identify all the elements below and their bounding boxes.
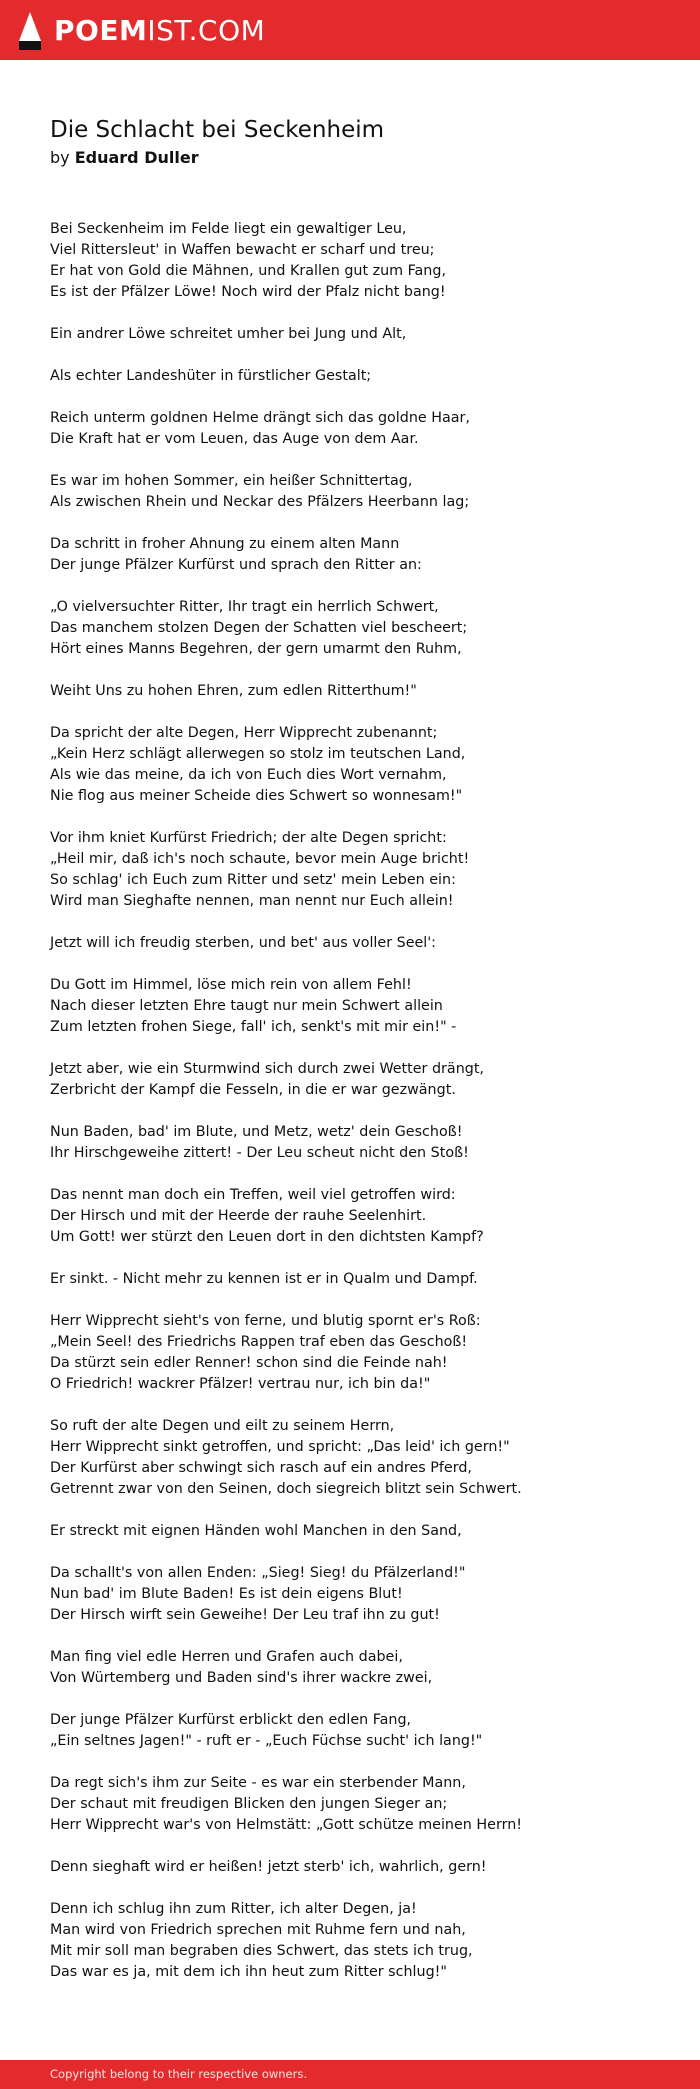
poem-line: Er streckt mit eignen Händen wohl Manchen in den Sand, <box>50 1523 462 1539</box>
poem-line: Mit mir soll man begraben dies Schwert, das stets ich trug, <box>50 1943 473 1959</box>
site-logo-link[interactable] <box>18 11 265 51</box>
poem-line: Getrennt zwar von den Seinen, doch siegreich blitzt sein Schwert. <box>50 1481 522 1497</box>
poem-line: Viel Rittersleut' in Waffen bewacht er scharf und treu; <box>50 242 435 258</box>
poem-line: Herr Wipprecht sinkt getroffen, und spricht: „Das leid' ich gern!" <box>50 1439 510 1455</box>
poem-line: Das nennt man doch ein Treffen, weil viel getroffen wird: <box>50 1187 456 1203</box>
poem-stanza <box>50 681 680 702</box>
poem-line: Er hat von Gold die Mähnen, und Krallen gut zum Fang, <box>50 263 446 279</box>
poem-line: „Ein seltnes Jagen!" - ruft er - „Euch Füchse sucht' ich lang!" <box>50 1733 483 1749</box>
poem-stanza <box>50 1521 680 1542</box>
poem-line: Der junge Pfälzer Kurfürst erblickt den edlen Fang, <box>50 1712 412 1728</box>
poem-line: Es ist der Pfälzer Löwe! Noch wird der Pfalz nicht bang! <box>50 284 446 300</box>
poem-line: Als wie das meine, da ich von Euch dies Wort vernahm, <box>50 767 447 783</box>
poem-line: Wird man Sieghafte nennen, man nennt nur Euch allein! <box>50 893 454 909</box>
poem-line: Da schritt in froher Ahnung zu einem alten Mann <box>50 536 400 552</box>
poem-line: Das manchem stolzen Degen der Schatten viel bescheert; <box>50 620 468 636</box>
poem-stanza <box>50 1647 680 1689</box>
by-label: by <box>50 148 70 167</box>
poem-stanza <box>50 408 680 450</box>
poem-line: Zerbricht der Kampf die Fesseln, in die er war gezwängt. <box>50 1082 456 1098</box>
poem-byline <box>50 147 670 169</box>
logo-text-bold: POEM <box>54 14 148 47</box>
poem-line: Von Würtemberg und Baden sind's ihrer wackre zwei, <box>50 1670 433 1686</box>
poem-line: So ruft der alte Degen und eilt zu seinem Herrn, <box>50 1418 395 1434</box>
poem-line: Herr Wipprecht sieht's von ferne, und blutig spornt er's Roß: <box>50 1313 481 1329</box>
poem-line: Der Kurfürst aber schwingt sich rasch auf ein andres Pferd, <box>50 1460 472 1476</box>
poem-line: Da spricht der alte Degen, Herr Wipprecht zubenannt; <box>50 725 438 741</box>
poem-line: So schlag' ich Euch zum Ritter und setz' mein Leben ein: <box>50 872 456 888</box>
poem-line: Der schaut mit freudigen Blicken den jungen Sieger an; <box>50 1796 448 1812</box>
poem-line: Herr Wipprecht war's von Helmstätt: „Gott schütze meinen Herrn! <box>50 1817 522 1833</box>
poem-stanza <box>50 324 680 345</box>
poem-line: Denn sieghaft wird er heißen! jetzt sterb' ich, wahrlich, gern! <box>50 1859 487 1875</box>
poem-stanza <box>50 723 680 807</box>
poem-heading <box>50 113 670 169</box>
poem-line: Du Gott im Himmel, löse mich rein von allem Fehl! <box>50 977 412 993</box>
logo-text <box>54 11 265 51</box>
poem-line: Da schallt's von allen Enden: „Sieg! Sieg! du Pfälzerland!" <box>50 1565 466 1581</box>
poem-line: Weiht Uns zu hohen Ehren, zum edlen Ritterthum!" <box>50 683 417 699</box>
poem-stanza <box>50 1311 680 1395</box>
poem-line: Das war es ja, mit dem ich ihn heut zum Ritter schlug!" <box>50 1964 447 1980</box>
poem-body <box>50 219 680 2004</box>
poem-stanza <box>50 1773 680 1836</box>
logo-text-light: IST.COM <box>147 14 266 47</box>
poem-line: Reich unterm goldnen Helme drängt sich das goldne Haar, <box>50 410 470 426</box>
poem-line: Der Hirsch und mit der Heerde der rauhe Seelenhirt. <box>50 1208 427 1224</box>
poem-line: Hört eines Manns Begehren, der gern umarmt den Ruhm, <box>50 641 462 657</box>
poem-stanza <box>50 366 680 387</box>
poem-stanza <box>50 1710 680 1752</box>
poem-stanza <box>50 975 680 1038</box>
poem-line: Nun Baden, bad' im Blute, und Metz, wetz' dein Geschoß! <box>50 1124 463 1140</box>
poem-line: Die Kraft hat er vom Leuen, das Auge von dem Aar. <box>50 431 419 447</box>
site-header <box>0 0 700 60</box>
author-link[interactable]: Eduard Duller <box>74 148 199 167</box>
poem-line: Vor ihm kniet Kurfürst Friedrich; der alte Degen spricht: <box>50 830 447 846</box>
poem-stanza <box>50 471 680 513</box>
poem-stanza <box>50 1122 680 1164</box>
poem-line: Denn ich schlug ihn zum Ritter, ich alter Degen, ja! <box>50 1901 417 1917</box>
copyright-text: Copyright belong to their respective owners. <box>50 2067 308 2081</box>
poem-line: Ein andrer Löwe schreitet umher bei Jung und Alt, <box>50 326 407 342</box>
poem-line: Da regt sich's ihm zur Seite - es war ein sterbender Mann, <box>50 1775 466 1791</box>
poem-line: „Heil mir, daß ich's noch schaute, bevor mein Auge bricht! <box>50 851 470 867</box>
poem-stanza <box>50 597 680 660</box>
poem-stanza <box>50 1185 680 1248</box>
poem-line: Man fing viel edle Herren und Grafen auch dabei, <box>50 1649 403 1665</box>
poem-title: Die Schlacht bei Seckenheim <box>50 117 385 143</box>
poem-stanza <box>50 933 680 954</box>
poem-line: „O vielversuchter Ritter, Ihr tragt ein herrlich Schwert, <box>50 599 439 615</box>
poem-stanza <box>50 1269 680 1290</box>
poem-stanza <box>50 1899 680 1983</box>
poem-line: Als zwischen Rhein und Neckar des Pfälzers Heerbann lag; <box>50 494 470 510</box>
site-footer <box>0 2060 700 2089</box>
poem-line: Es war im hohen Sommer, ein heißer Schnittertag, <box>50 473 413 489</box>
poem-line: Da stürzt sein edler Renner! schon sind die Feinde nah! <box>50 1355 448 1371</box>
poem-line: Jetzt will ich freudig sterben, und bet' aus voller Seel': <box>50 935 437 951</box>
poem-line: Man wird von Friedrich sprechen mit Ruhme fern und nah, <box>50 1922 466 1938</box>
poem-line: „Mein Seel! des Friedrichs Rappen traf eben das Geschoß! <box>50 1334 468 1350</box>
poem-stanza <box>50 219 680 303</box>
pencil-icon <box>18 11 42 51</box>
poem-line: O Friedrich! wackrer Pfälzer! vertrau nur, ich bin da!" <box>50 1376 431 1392</box>
poem-stanza <box>50 1059 680 1101</box>
poem-line: Bei Seckenheim im Felde liegt ein gewaltiger Leu, <box>50 221 407 237</box>
poem-line: Als echter Landeshüter in fürstlicher Gestalt; <box>50 368 372 384</box>
poem-line: Der junge Pfälzer Kurfürst und sprach den Ritter an: <box>50 557 422 573</box>
poem-stanza <box>50 828 680 912</box>
poem-stanza <box>50 1857 680 1878</box>
poem-line: Der Hirsch wirft sein Geweihe! Der Leu traf ihn zu gut! <box>50 1607 440 1623</box>
poem-line: Zum letzten frohen Siege, fall' ich, senkt's mit mir ein!" - <box>50 1019 457 1035</box>
poem-stanza <box>50 534 680 576</box>
poem-line: Ihr Hirschgeweihe zittert! - Der Leu scheut nicht den Stoß! <box>50 1145 469 1161</box>
poem-stanza <box>50 1416 680 1500</box>
poem-line: Jetzt aber, wie ein Sturmwind sich durch zwei Wetter drängt, <box>50 1061 484 1077</box>
poem-line: Nach dieser letzten Ehre taugt nur mein Schwert allein <box>50 998 443 1014</box>
poem-line: Er sinkt. - Nicht mehr zu kennen ist er in Qualm und Dampf. <box>50 1271 478 1287</box>
poem-line: Um Gott! wer stürzt den Leuen dort in den dichtsten Kampf? <box>50 1229 484 1245</box>
poem-line: „Kein Herz schlägt allerwegen so stolz im teutschen Land, <box>50 746 466 762</box>
poem-line: Nie flog aus meiner Scheide dies Schwert so wonnesam!" <box>50 788 463 804</box>
poem-stanza <box>50 1563 680 1626</box>
poem-line: Nun bad' im Blute Baden! Es ist dein eigens Blut! <box>50 1586 403 1602</box>
